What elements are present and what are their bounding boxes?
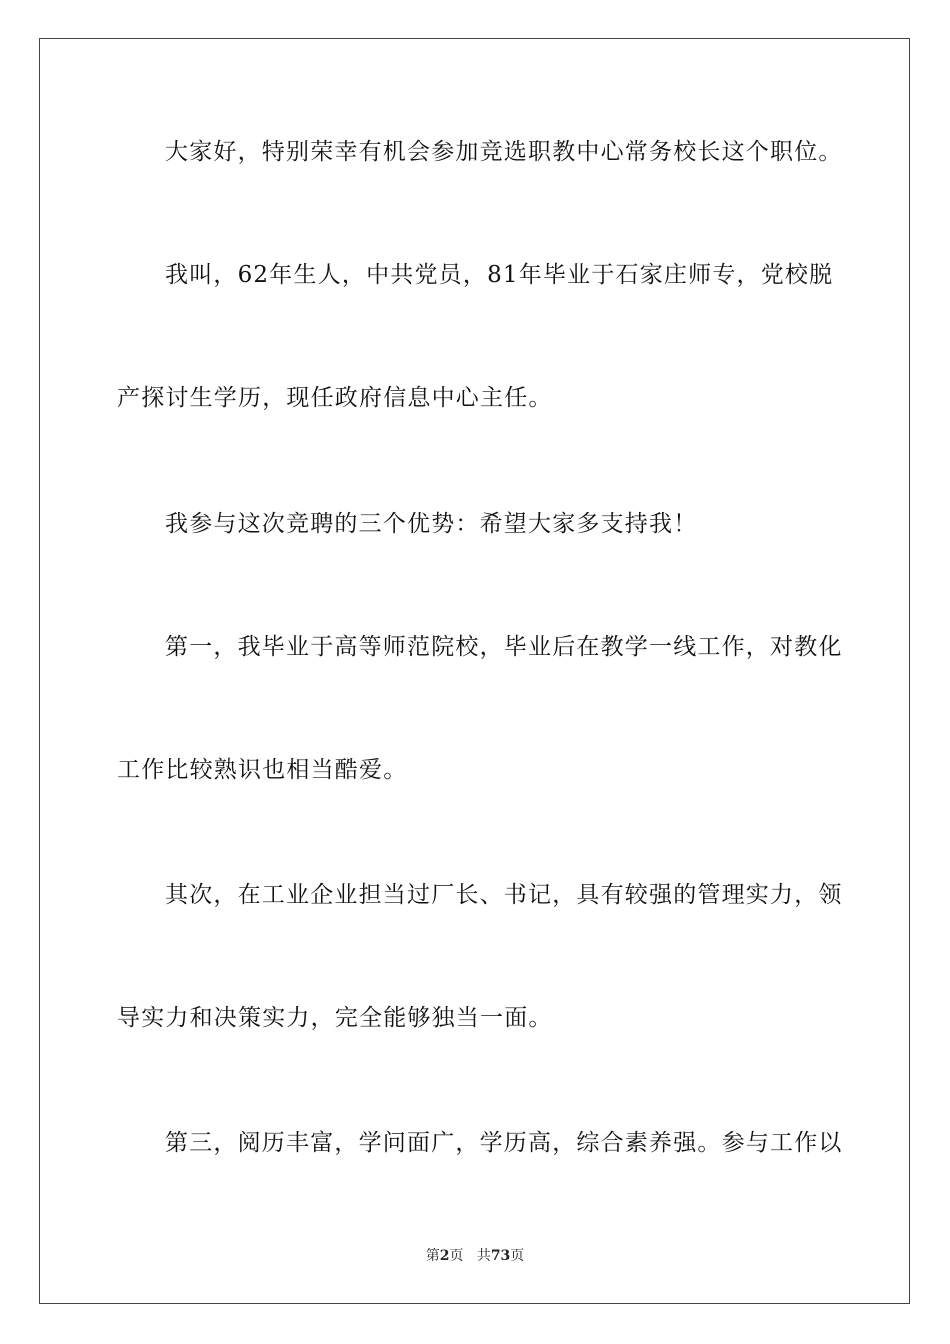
footer-page-suffix: 页	[449, 1248, 464, 1264]
paragraph-line-6: 工作比较熟识也相当酷爱。	[117, 757, 408, 783]
page-footer	[0, 1246, 950, 1266]
paragraph-line-4: 我参与这次竞聘的三个优势：希望大家多支持我！	[165, 511, 698, 537]
footer-page-prefix: 第	[425, 1248, 440, 1264]
footer-total-suffix: 页	[510, 1248, 525, 1264]
page-frame	[39, 38, 910, 1304]
paragraph-line-3: 产探讨生学历，现任政府信息中心主任。	[117, 385, 553, 411]
paragraph-line-1: 大家好，特别荣幸有机会参加竞选职教中心常务校长这个职位。	[165, 139, 843, 165]
footer-page-number: 2	[439, 1248, 450, 1264]
paragraph-line-2: 我叫，62年生人，中共党员，81年毕业于石家庄师专，党校脱	[165, 262, 834, 288]
paragraph-line-9: 第三，阅历丰富，学问面广，学历高，综合素养强。参与工作以	[165, 1130, 843, 1156]
paragraph-line-8: 导实力和决策实力，完全能够独当一面。	[117, 1005, 553, 1031]
footer-total-prefix: 共	[476, 1248, 491, 1264]
paragraph-line-5: 第一，我毕业于高等师范院校，毕业后在教学一线工作，对教化	[165, 634, 843, 660]
footer-total-pages: 73	[490, 1248, 511, 1264]
paragraph-line-7: 其次，在工业企业担当过厂长、书记，具有较强的管理实力，领	[165, 882, 843, 908]
